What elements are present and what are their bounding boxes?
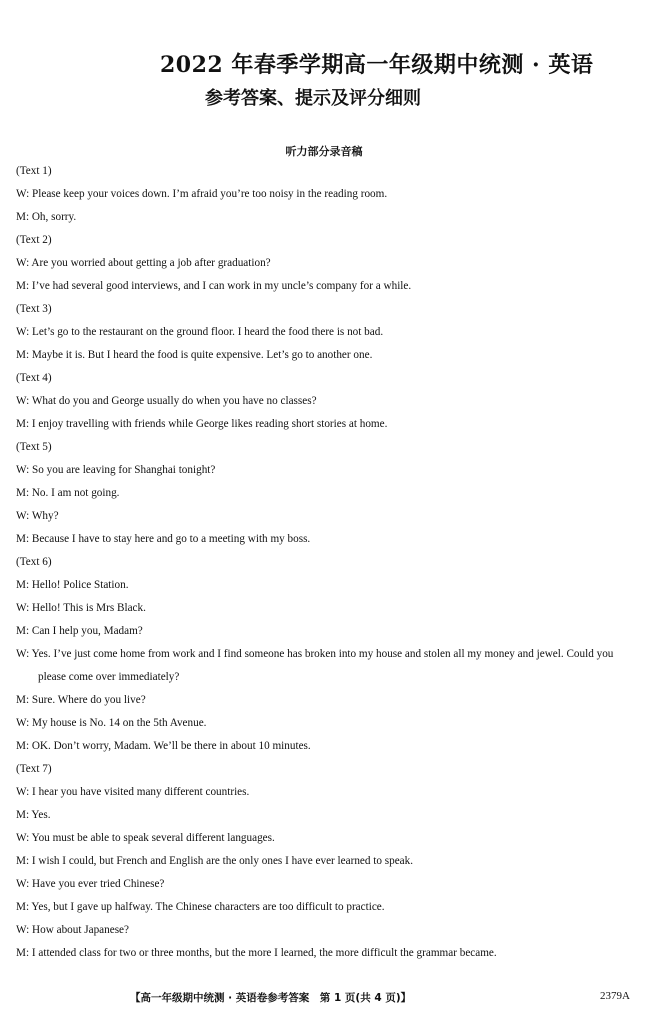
transcript-line: M: Maybe it is. But I heard the food is quite expensive. Let’s go to another one. <box>16 349 373 361</box>
transcript-line: (Text 2) <box>16 234 52 246</box>
transcript-line: W: Please keep your voices down. I’m afraid you’re too noisy in the reading room. <box>16 188 388 200</box>
transcript-line: W: Have you ever tried Chinese? <box>16 878 165 890</box>
footer-text: 【高一年级期中统测 · 英语卷参考答案 第 1 页(共 4 页)】 <box>130 992 412 1004</box>
transcript-line: (Text 6) <box>16 556 52 568</box>
transcript-line: M: Can I help you, Madam? <box>16 625 143 637</box>
transcript-line: M: Because I have to stay here and go to a meeting with my boss. <box>16 533 311 545</box>
transcript-line: W: My house is No. 14 on the 5th Avenue. <box>16 717 207 729</box>
transcript <box>16 160 640 965</box>
transcript-line: (Text 4) <box>16 372 52 384</box>
transcript-line: (Text 7) <box>16 763 52 775</box>
transcript-line: M: Oh, sorry. <box>16 211 77 223</box>
transcript-line: M: I attended class for two or three months, but the more I learned, the more difficult the grammar became. <box>16 947 497 959</box>
transcript-line: M: I enjoy travelling with friends while George likes reading short stories at home. <box>16 418 388 430</box>
transcript-line: W: Are you worried about getting a job after graduation? <box>16 257 271 269</box>
transcript-line: (Text 1) <box>16 165 52 177</box>
transcript-line: M: Yes, but I gave up halfway. The Chinese characters are too difficult to practice. <box>16 901 385 913</box>
transcript-line: M: Yes. <box>16 809 51 821</box>
transcript-line: W: Hello! This is Mrs Black. <box>16 602 146 614</box>
transcript-line: W: Yes. I’ve just come home from work and I find someone has broken into my house and stolen all my money and jewel. Could you please come over immediately? <box>16 648 614 683</box>
transcript-line: M: Sure. Where do you live? <box>16 694 146 706</box>
transcript-line: (Text 3) <box>16 303 52 315</box>
transcript-line: M: OK. Don’t worry, Madam. We’ll be there in about 10 minutes. <box>16 740 311 752</box>
transcript-line: W: I hear you have visited many different countries. <box>16 786 250 798</box>
transcript-line: W: What do you and George usually do when you have no classes? <box>16 395 317 407</box>
transcript-line: W: How about Japanese? <box>16 924 129 936</box>
transcript-line: M: Hello! Police Station. <box>16 579 129 591</box>
transcript-line: W: Let’s go to the restaurant on the ground floor. I heard the food there is not bad. <box>16 326 384 338</box>
transcript-line: (Text 5) <box>16 441 52 453</box>
paper-code: 2379A <box>600 990 630 1002</box>
section-title: 听力部分录音稿 <box>285 145 363 158</box>
transcript-line: M: No. I am not going. <box>16 487 120 499</box>
transcript-line: W: So you are leaving for Shanghai tonight? <box>16 464 216 476</box>
page-subtitle: 参考答案、提示及评分细则 <box>205 88 421 109</box>
transcript-line: M: I wish I could, but French and English are the only ones I have ever learned to speak. <box>16 855 414 867</box>
transcript-line: W: Why? <box>16 510 59 522</box>
transcript-line: M: I’ve had several good interviews, and I can work in my uncle’s company for a while. <box>16 280 412 292</box>
page-title: 2022 年春季学期高一年级期中统测 · 英语 <box>160 52 594 78</box>
transcript-line: W: You must be able to speak several different languages. <box>16 832 275 844</box>
